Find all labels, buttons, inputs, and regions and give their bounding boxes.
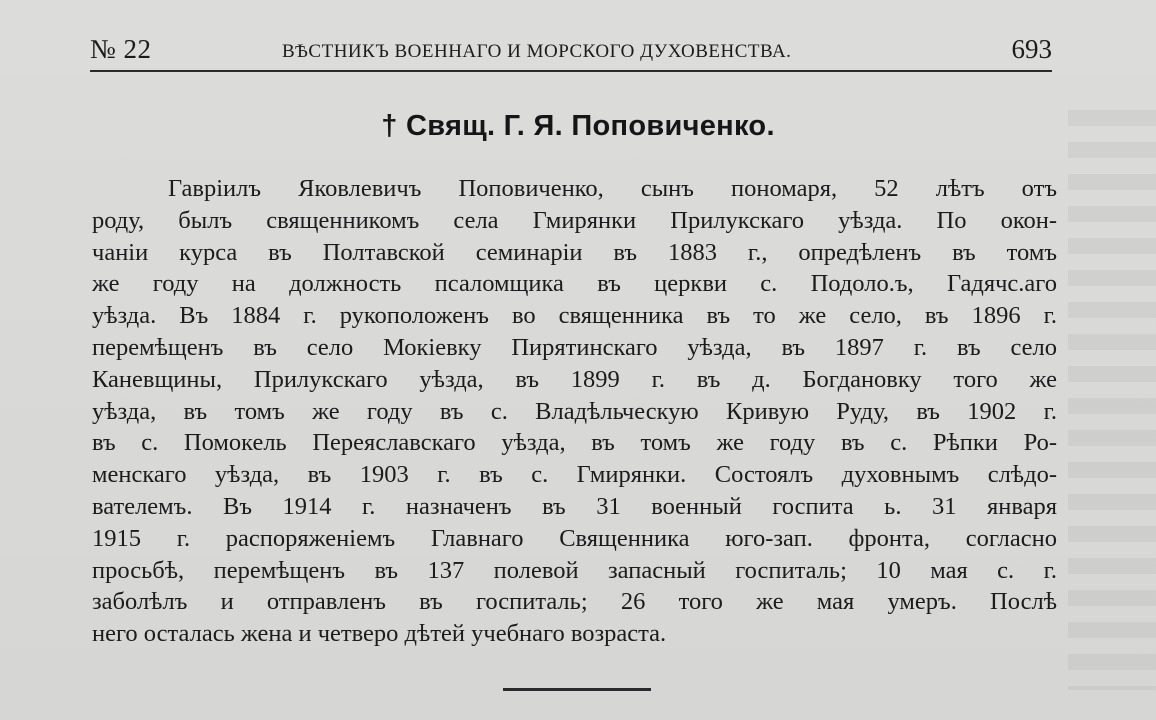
page-number: 693 bbox=[1011, 34, 1052, 64]
text-line: Гавріилъ Яковлевичъ Поповиченко, сынъ пономаря, 52 лѣтъ отъ bbox=[168, 175, 1057, 202]
journal-title: ВѢСТНИКЪ ВОЕННАГО И МОРСКОГО ДУХОВЕНСТВА. bbox=[282, 41, 792, 62]
text-line: 1915 г. распоряженіемъ Главнаго Священника юго-зап. фронта, согласно bbox=[92, 524, 1057, 552]
article-body bbox=[92, 173, 1057, 650]
text-line: менскаго уѣзда, въ 1903 г. въ с. Гмирянки. Состоялъ духовнымъ слѣдо- bbox=[92, 461, 1057, 489]
text-line: роду, былъ священникомъ села Гмирянки Прилукскаго уѣзда. По окон- bbox=[92, 206, 1057, 234]
bleed-through-text bbox=[1068, 110, 1156, 690]
text-line: Каневщины, Прилукскаго уѣзда, въ 1899 г. въ д. Богдановку того же bbox=[92, 365, 1057, 393]
article-title: † Свящ. Г. Я. Поповиченко. bbox=[381, 110, 775, 142]
text-line: чаніи курса въ Полтавской семинаріи въ 1883 г., опредѣленъ въ томъ bbox=[92, 238, 1057, 266]
end-rule bbox=[503, 688, 651, 691]
text-line: же году на должность псаломщика въ церкви с. Подоло.ъ, Гадячс.аго bbox=[92, 270, 1057, 298]
text-line: заболѣлъ и отправленъ въ госпиталь; 26 того же мая умеръ. Послѣ bbox=[92, 588, 1057, 616]
text-line: въ с. Помокель Переяславскаго уѣзда, въ томъ же году въ с. Рѣпки Ро- bbox=[92, 429, 1057, 457]
text-line: перемѣщенъ въ село Мокіевку Пирятинскаго уѣзда, въ 1897 г. въ село bbox=[92, 333, 1057, 361]
text-line: вателемъ. Въ 1914 г. назначенъ въ 31 военный госпита ь. 31 января bbox=[92, 492, 1057, 520]
issue-number: № 22 bbox=[90, 34, 152, 64]
text-line: просьбѣ, перемѣщенъ въ 137 полевой запасный госпиталь; 10 мая с. г. bbox=[92, 556, 1057, 584]
header-rule bbox=[90, 70, 1052, 72]
text-line: уѣзда, въ томъ же году въ с. Владѣльческую Кривую Руду, въ 1902 г. bbox=[92, 397, 1057, 425]
text-line: него осталась жена и четверо дѣтей учебнаго возраста. bbox=[92, 620, 667, 648]
text-line: уѣзда. Въ 1884 г. рукоположенъ во священника въ то же село, въ 1896 г. bbox=[92, 302, 1057, 330]
page-header bbox=[90, 34, 1052, 70]
